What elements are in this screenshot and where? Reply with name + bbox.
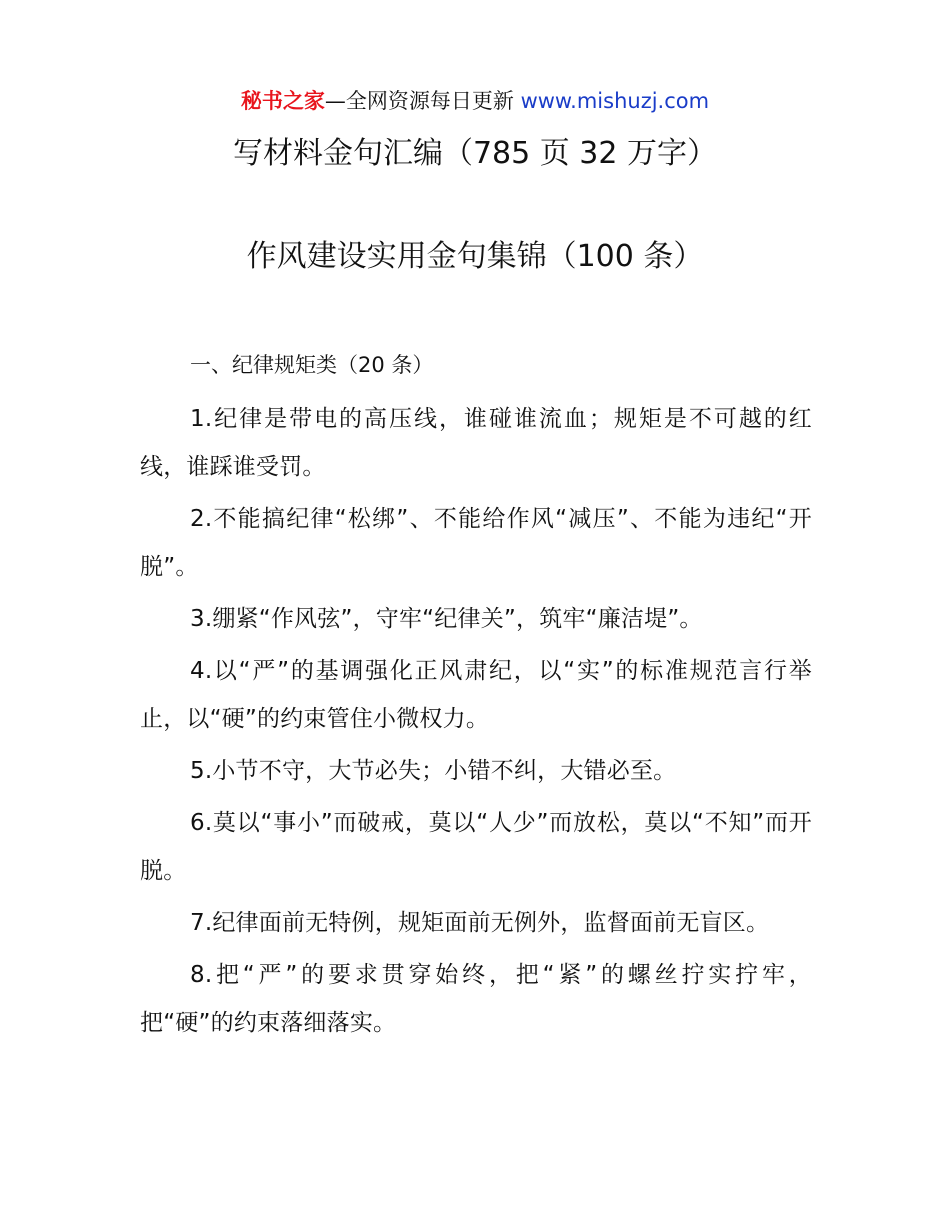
list-item: 1.纪律是带电的高压线，谁碰谁流血；规矩是不可越的红线，谁踩谁受罚。 — [140, 406, 812, 480]
quote-list — [140, 395, 812, 1051]
site-header — [0, 86, 950, 116]
site-tagline: —全网资源每日更新 — [324, 89, 521, 113]
compilation-title: 写材料金句汇编（785 页 32 万字） — [232, 136, 718, 171]
site-url-link[interactable]: www.mishuzj.com — [520, 89, 710, 113]
list-item: 4.以“严”的基调强化正风肃纪，以“实”的标准规范言行举止，以“硬”的约束管住小微权力。 — [140, 658, 812, 732]
document-title: 作风建设实用金句集锦（100 条） — [246, 239, 704, 274]
list-item: 2.不能搞纪律“松绑”、不能给作风“减压”、不能为违纪“开脱”。 — [140, 506, 812, 580]
list-item: 5.小节不守，大节必失；小错不纠，大错必至。 — [190, 758, 677, 784]
list-item: 7.纪律面前无特例，规矩面前无例外，监督面前无盲区。 — [190, 910, 770, 936]
section-heading: 一、纪律规矩类（20 条） — [190, 353, 434, 377]
brand-name: 秘书之家 — [240, 89, 325, 113]
list-item: 6.莫以“事小”而破戒，莫以“人少”而放松，莫以“不知”而开脱。 — [140, 810, 812, 884]
list-item: 8.把“严”的要求贯穿始终，把“紧”的螺丝拧实拧牢，把“硬”的约束落细落实。 — [140, 962, 812, 1036]
list-item: 3.绷紧“作风弦”，守牢“纪律关”，筑牢“廉洁堤”。 — [190, 606, 703, 632]
